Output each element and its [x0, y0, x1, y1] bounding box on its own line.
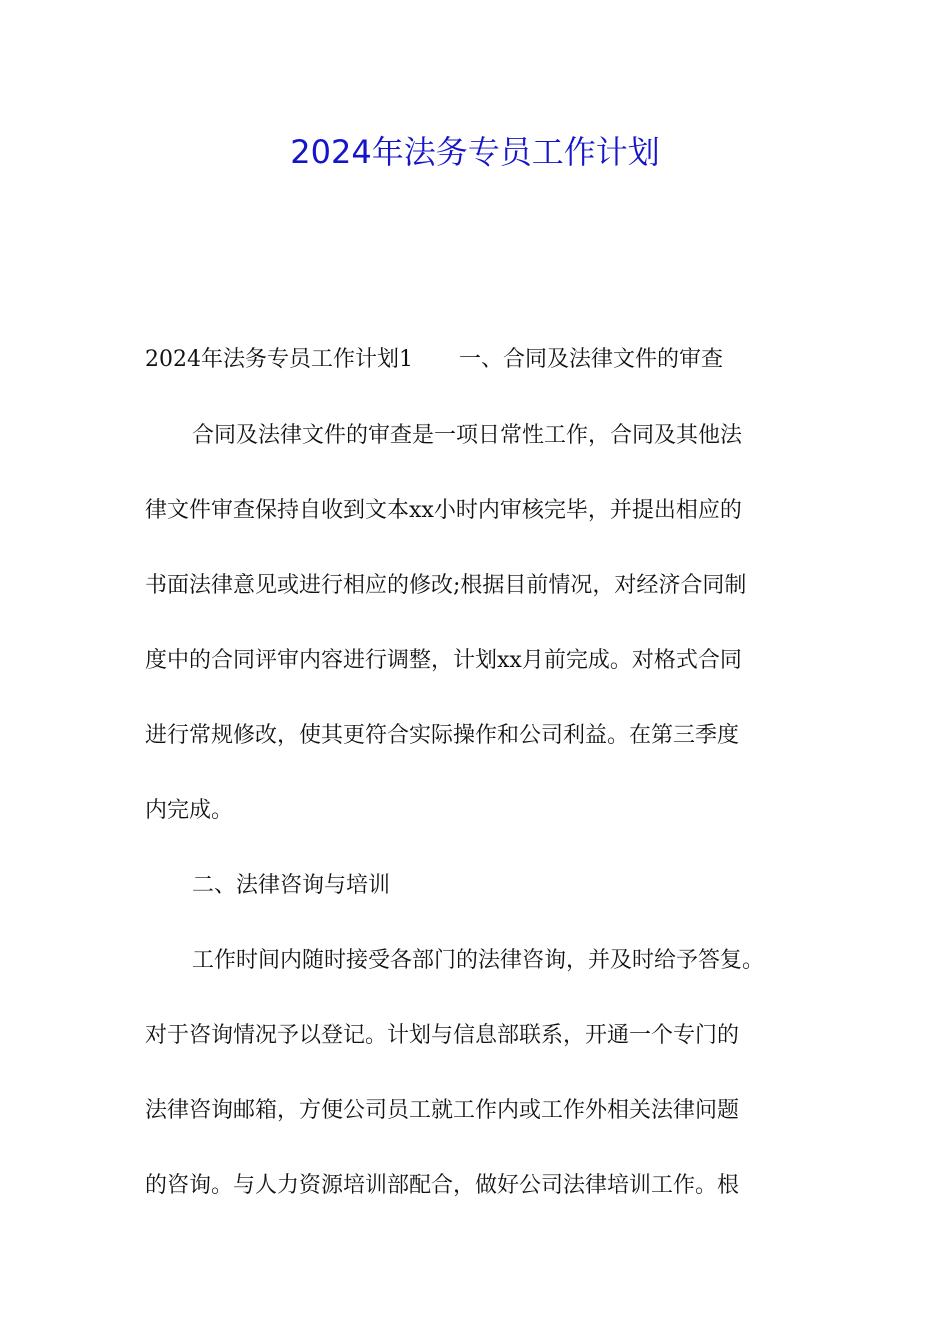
paragraph-line: 的咨询。与人力资源培训部配合，做好公司法律培训工作。根 — [145, 1173, 740, 1198]
paragraph-line: 度中的合同评审内容进行调整，计划xx月前完成。对格式合同 — [145, 648, 742, 673]
document-title: 2024年法务专员工作计划 — [290, 133, 660, 171]
paragraph-line: 内完成。 — [145, 798, 234, 823]
paragraph-line: 进行常规修改，使其更符合实际操作和公司利益。在第三季度 — [145, 723, 740, 748]
paragraph-line: 工作时间内随时接受各部门的法律咨询，并及时给予答复。 — [192, 948, 765, 973]
paragraph-line: 合同及法律文件的审查是一项日常性工作，合同及其他法 — [192, 423, 743, 448]
plan-heading: 2024年法务专员工作计划1 — [145, 347, 413, 372]
paragraph-line: 对于咨询情况予以登记。计划与信息部联系，开通一个专门的 — [145, 1023, 740, 1048]
paragraph-line: 律文件审查保持自收到文本xx小时内审核完毕，并提出相应的 — [145, 498, 742, 523]
heading-line — [145, 345, 723, 375]
paragraph-line: 书面法律意见或进行相应的修改;根据目前情况，对经济合同制 — [145, 573, 747, 598]
section-heading-2: 二、法律咨询与培训 — [192, 873, 391, 898]
section-heading-1: 一、合同及法律文件的审查 — [459, 347, 724, 372]
paragraph-line: 法律咨询邮箱，方便公司员工就工作内或工作外相关法律问题 — [145, 1098, 740, 1123]
